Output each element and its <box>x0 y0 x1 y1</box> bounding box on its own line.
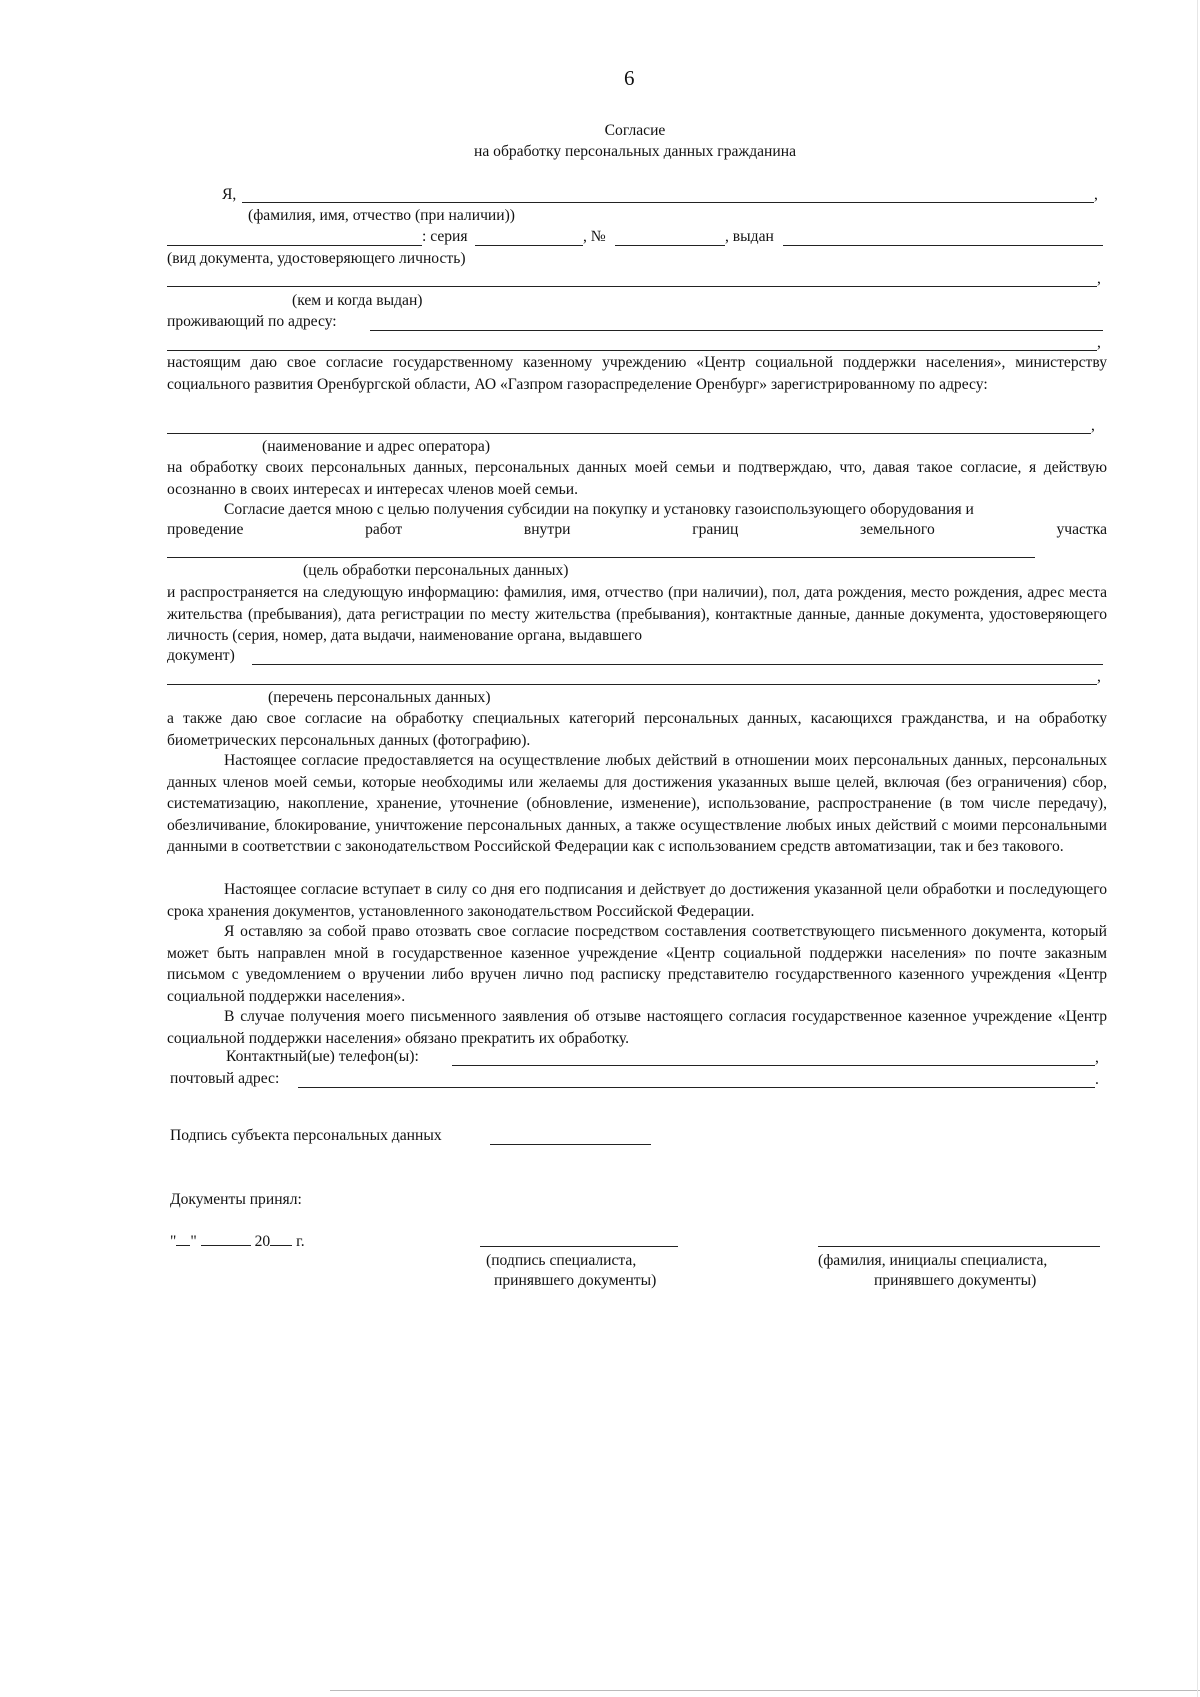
issued-label: , выдан <box>725 228 774 245</box>
data-list-field-2[interactable] <box>167 684 1097 685</box>
operator-field[interactable] <box>167 433 1091 434</box>
specialist-name-caption-1: (фамилия, инициалы специалиста, <box>818 1252 1048 1269</box>
purpose-word: земельного <box>860 521 935 538</box>
comma: , <box>1097 270 1101 287</box>
doc-caption: (вид документа, удостоверяющего личность) <box>167 250 466 267</box>
withdrawal-paragraph <box>167 1006 1107 1049</box>
specialist-signature-field[interactable] <box>480 1246 678 1247</box>
doc-type-field[interactable] <box>167 245 422 246</box>
specialist-sign-caption-2: принявшего документы) <box>494 1272 657 1289</box>
accepted-label: Документы принял: <box>170 1191 302 1208</box>
actions-paragraph <box>167 750 1107 858</box>
processing-paragraph: на обработку своих персональных данных, персональных данных моей семьи и подтверждаю, что, давая такое согласие, я действую осознанно в своих интересах и интересах членов моей семьи. <box>167 459 1107 498</box>
purpose-caption: (цель обработки персональных данных) <box>303 562 569 579</box>
ya-label: Я, <box>222 186 237 203</box>
operator-caption: (наименование и адрес оператора) <box>262 438 491 455</box>
document-title: Согласие <box>604 122 666 139</box>
comma: , <box>1097 668 1101 685</box>
phone-label: Контактный(ые) телефон(ы): <box>226 1048 419 1065</box>
purpose-word: работ <box>365 521 403 538</box>
actions-text: Настоящее согласие предоставляется на осуществление любых действий в отношении моих персональных данных, персональных данных членов моей семьи, которые необходимы или желаемы для достижения указанных выше целей, включая (без ограничения) сбор, систематизацию, накопление, хранение, уточнение (обновление, изменение), использование, распространение (в том числе передачу), обезличивание, блокирование, уничтожение персональных данных, а также осуществление любых иных действий с моими персональными данными в соответствии с законодательством Российской Федерации как с использованием средств автоматизации, так и без такового. <box>167 752 1107 855</box>
seria-label: : серия <box>422 228 468 245</box>
specialist-name-field[interactable] <box>818 1246 1100 1247</box>
phone-field[interactable] <box>452 1065 1095 1066</box>
mail-label: почтовый адрес: <box>170 1070 280 1087</box>
subject-signature-label: Подпись субъекта персональных данных <box>170 1127 442 1144</box>
address-field-1[interactable] <box>370 330 1103 331</box>
address-field-2[interactable] <box>167 350 1097 351</box>
purpose-word: внутри <box>523 521 571 538</box>
withdrawal-text: В случае получения моего письменного заявления об отзыве настоящего согласия государственное казенное учреждение «Центр социальной поддержки населения» обязано прекратить их обработку. <box>167 1008 1107 1047</box>
number-field[interactable] <box>615 245 725 246</box>
date-field[interactable] <box>170 1233 305 1251</box>
extends-to-last: документ) <box>167 647 235 664</box>
comma: , <box>1095 1049 1099 1066</box>
date-year-prefix: 20 <box>254 1233 271 1250</box>
issued-by-caption: (кем и когда выдан) <box>292 292 423 309</box>
comma: , <box>1091 417 1095 434</box>
revoke-text: Я оставляю за собой право отозвать свое согласие посредством составления соответствующего письменного документа, который может быть направлен мной в государственное казенное учреждение «Центр социальной поддержки населения» по почте заказным письмом с уведомлением о вручении либо вручен лично под расписку представителю государственного казенного учреждения «Центр социальной поддержки населения». <box>167 923 1107 1005</box>
period: . <box>1095 1071 1099 1088</box>
revoke-paragraph <box>167 921 1107 1007</box>
date-quote-open: " <box>170 1233 177 1250</box>
issued-field[interactable] <box>783 245 1103 246</box>
consent-intro: настоящим даю свое согласие государственному казенному учреждению «Центр социальной поддержки населения», министерству социального развития Оренбургской области, АО «Газпром газораспределение Оренбург» зарегистрированному по адресу: <box>167 354 1107 393</box>
subject-signature-field[interactable] <box>490 1144 651 1145</box>
date-year-suffix: г. <box>296 1233 305 1250</box>
special-categories-paragraph: а также даю свое согласие на обработку специальных категорий персональных данных, касающихся гражданства, и на обработку биометрических персональных данных (фотографию). <box>167 710 1107 749</box>
scan-right-edge <box>1197 0 1198 1697</box>
purpose-text: Согласие дается мною с целью получения субсидии на покупку и установку газоиспользующего оборудования и <box>224 501 974 518</box>
purpose-word: границ <box>692 521 739 538</box>
list-caption: (перечень персональных данных) <box>268 689 491 706</box>
validity-text: Настоящее согласие вступает в силу со дня его подписания и действует до достижения указанной цели обработки и последующего срока хранения документов, установленного законодательством Российской Федерации. <box>167 881 1107 920</box>
seria-field[interactable] <box>475 245 583 246</box>
scan-bottom-edge <box>330 1690 1200 1691</box>
fio-caption: (фамилия, имя, отчество (при наличии)) <box>248 207 515 224</box>
issued-by-field[interactable] <box>167 286 1097 287</box>
purpose-word: проведение <box>167 521 244 538</box>
address-label: проживающий по адресу: <box>167 313 337 330</box>
purpose-line-1 <box>167 499 1107 521</box>
comma: , <box>1097 334 1101 351</box>
comma: , <box>1094 186 1098 203</box>
page-number: 6 <box>624 66 635 90</box>
purpose-field[interactable] <box>167 557 1035 558</box>
purpose-line-2 <box>167 521 1107 539</box>
specialist-sign-caption-1: (подпись специалиста, <box>486 1252 637 1269</box>
extends-to-paragraph: и распространяется на следующую информацию: фамилия, имя, отчество (при наличии), пол, дата рождения, место рождения, адрес места жительства (пребывания), дата регистрации по месту жительства (пребывания), контактные данные, данные документа, удостоверяющего личность (серия, номер, дата выдачи, наименование органа, выдавшего <box>167 584 1107 644</box>
fio-field[interactable] <box>242 202 1094 203</box>
number-label: , № <box>583 228 606 245</box>
document-subtitle: на обработку персональных данных гражданина <box>473 143 797 160</box>
data-list-field-1[interactable] <box>252 664 1103 665</box>
date-quote-close: " <box>190 1233 197 1250</box>
purpose-word: участка <box>1056 521 1107 538</box>
validity-paragraph <box>167 879 1107 922</box>
specialist-name-caption-2: принявшего документы) <box>874 1272 1037 1289</box>
mail-field[interactable] <box>298 1087 1095 1088</box>
